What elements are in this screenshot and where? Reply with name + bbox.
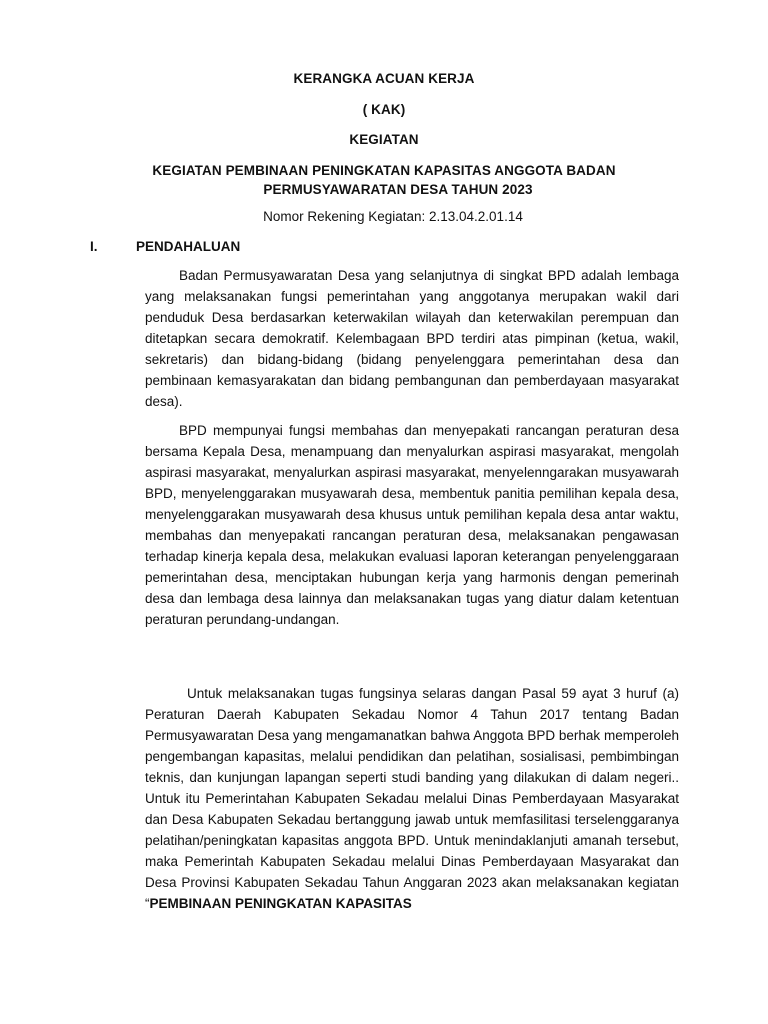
- paragraph-intro-bpd: Badan Permusyawaratan Desa yang selanjutnya di singkat BPD adalah lembaga yang melaksanakan fungsi pemerintahan yang anggotanya merupakan wakil dari penduduk Desa berdasarkan keterwakilan wilayah dan keterwakilan perempuan dan ditetapkan secara demokratif. Kelembagaan BPD terdiri atas pimpinan (ketua, wakil, sekretaris) dan bidang-bidang (bidang penyelenggara pemerintahan desa dan pembinaan kemasyarakatan dan bidang pembangunan dan pemberdayaan masyarakat desa).: [145, 268, 679, 409]
- doc-heading-kegiatan: KEGIATAN: [349, 132, 419, 147]
- section-number: I.: [90, 239, 98, 254]
- account-number-line: Nomor Rekening Kegiatan: 2.13.04.2.01.14: [263, 209, 523, 224]
- doc-heading-kak: KERANGKA ACUAN KERJA: [293, 71, 475, 86]
- paragraph-legal-basis-text: Untuk melaksanakan tugas fungsinya selaras dangan Pasal 59 ayat 3 huruf (a) Peraturan Daerah Kabupaten Sekadau Nomor 4 Tahun 2017 tentang Badan Permusyawaratan Desa yang mengamanatkan bahwa Anggota BPD berhak memperoleh pengembangan kapasitas, melalui pendidikan dan pelatihan, sosialisasi, pembimbingan teknis, dan kunjungan lapangan seperti studi banding yang dilakukan di dalam negeri.. Untuk itu Pemerintahan Kabupaten Sekadau melalui Dinas Pemberdayaan Masyarakat dan Desa Kabupaten Sekadau bertanggung jawab untuk memfasilitasi terselenggaranya pelatihan/peningkatan kapasitas anggota BPD. Untuk menindaklanjuti amanah tersebut, maka Pemerintah Kabupaten Sekadau melalui Dinas Pemberdayaan Masyarakat dan Desa Provinsi Kabupaten Sekadau Tahun Anggaran 2023 akan melaksanakan kegiatan “: [145, 686, 679, 911]
- doc-title-line1: KEGIATAN PEMBINAAN PENINGKATAN KAPASITAS ANGGOTA BADAN: [152, 163, 616, 178]
- activity-name-bold: PEMBINAAN PENINGKATAN KAPASITAS: [149, 896, 412, 911]
- paragraph-legal-basis: [145, 683, 679, 914]
- section-title: PENDAHALUAN: [136, 239, 241, 254]
- doc-title-line2: PERMUSYAWARATAN DESA TAHUN 2023: [263, 182, 533, 197]
- doc-heading-abbrev: ( KAK): [362, 102, 406, 117]
- paragraph-bpd-functions: BPD mempunyai fungsi membahas dan menyepakati rancangan peraturan desa bersama Kepala Desa, menampuang dan menyalurkan aspirasi masyarakat, mengolah aspirasi masyarakat, menyalurkan aspirasi masyarakat, menyelenngarakan musyawarah BPD, menyelenggarakan musyawarah desa, membentuk panitia pemilihan kepala desa, menyelenggarakan musyawarah desa khusus untuk pemilihan kepala desa antar waktu, membahas dan menyepakati rancangan peraturan desa, melaksanakan pengawasan terhadap kinerja kepala desa, melakukan evaluasi laporan keterangan penyelenggaraan pemerintahan desa, menciptakan hubungan kerja yang harmonis dengan pemerinah desa dan lembaga desa lainnya dan melaksanakan tugas yang diatur dalam ketentuan peraturan perundang-undangan.: [145, 423, 679, 627]
